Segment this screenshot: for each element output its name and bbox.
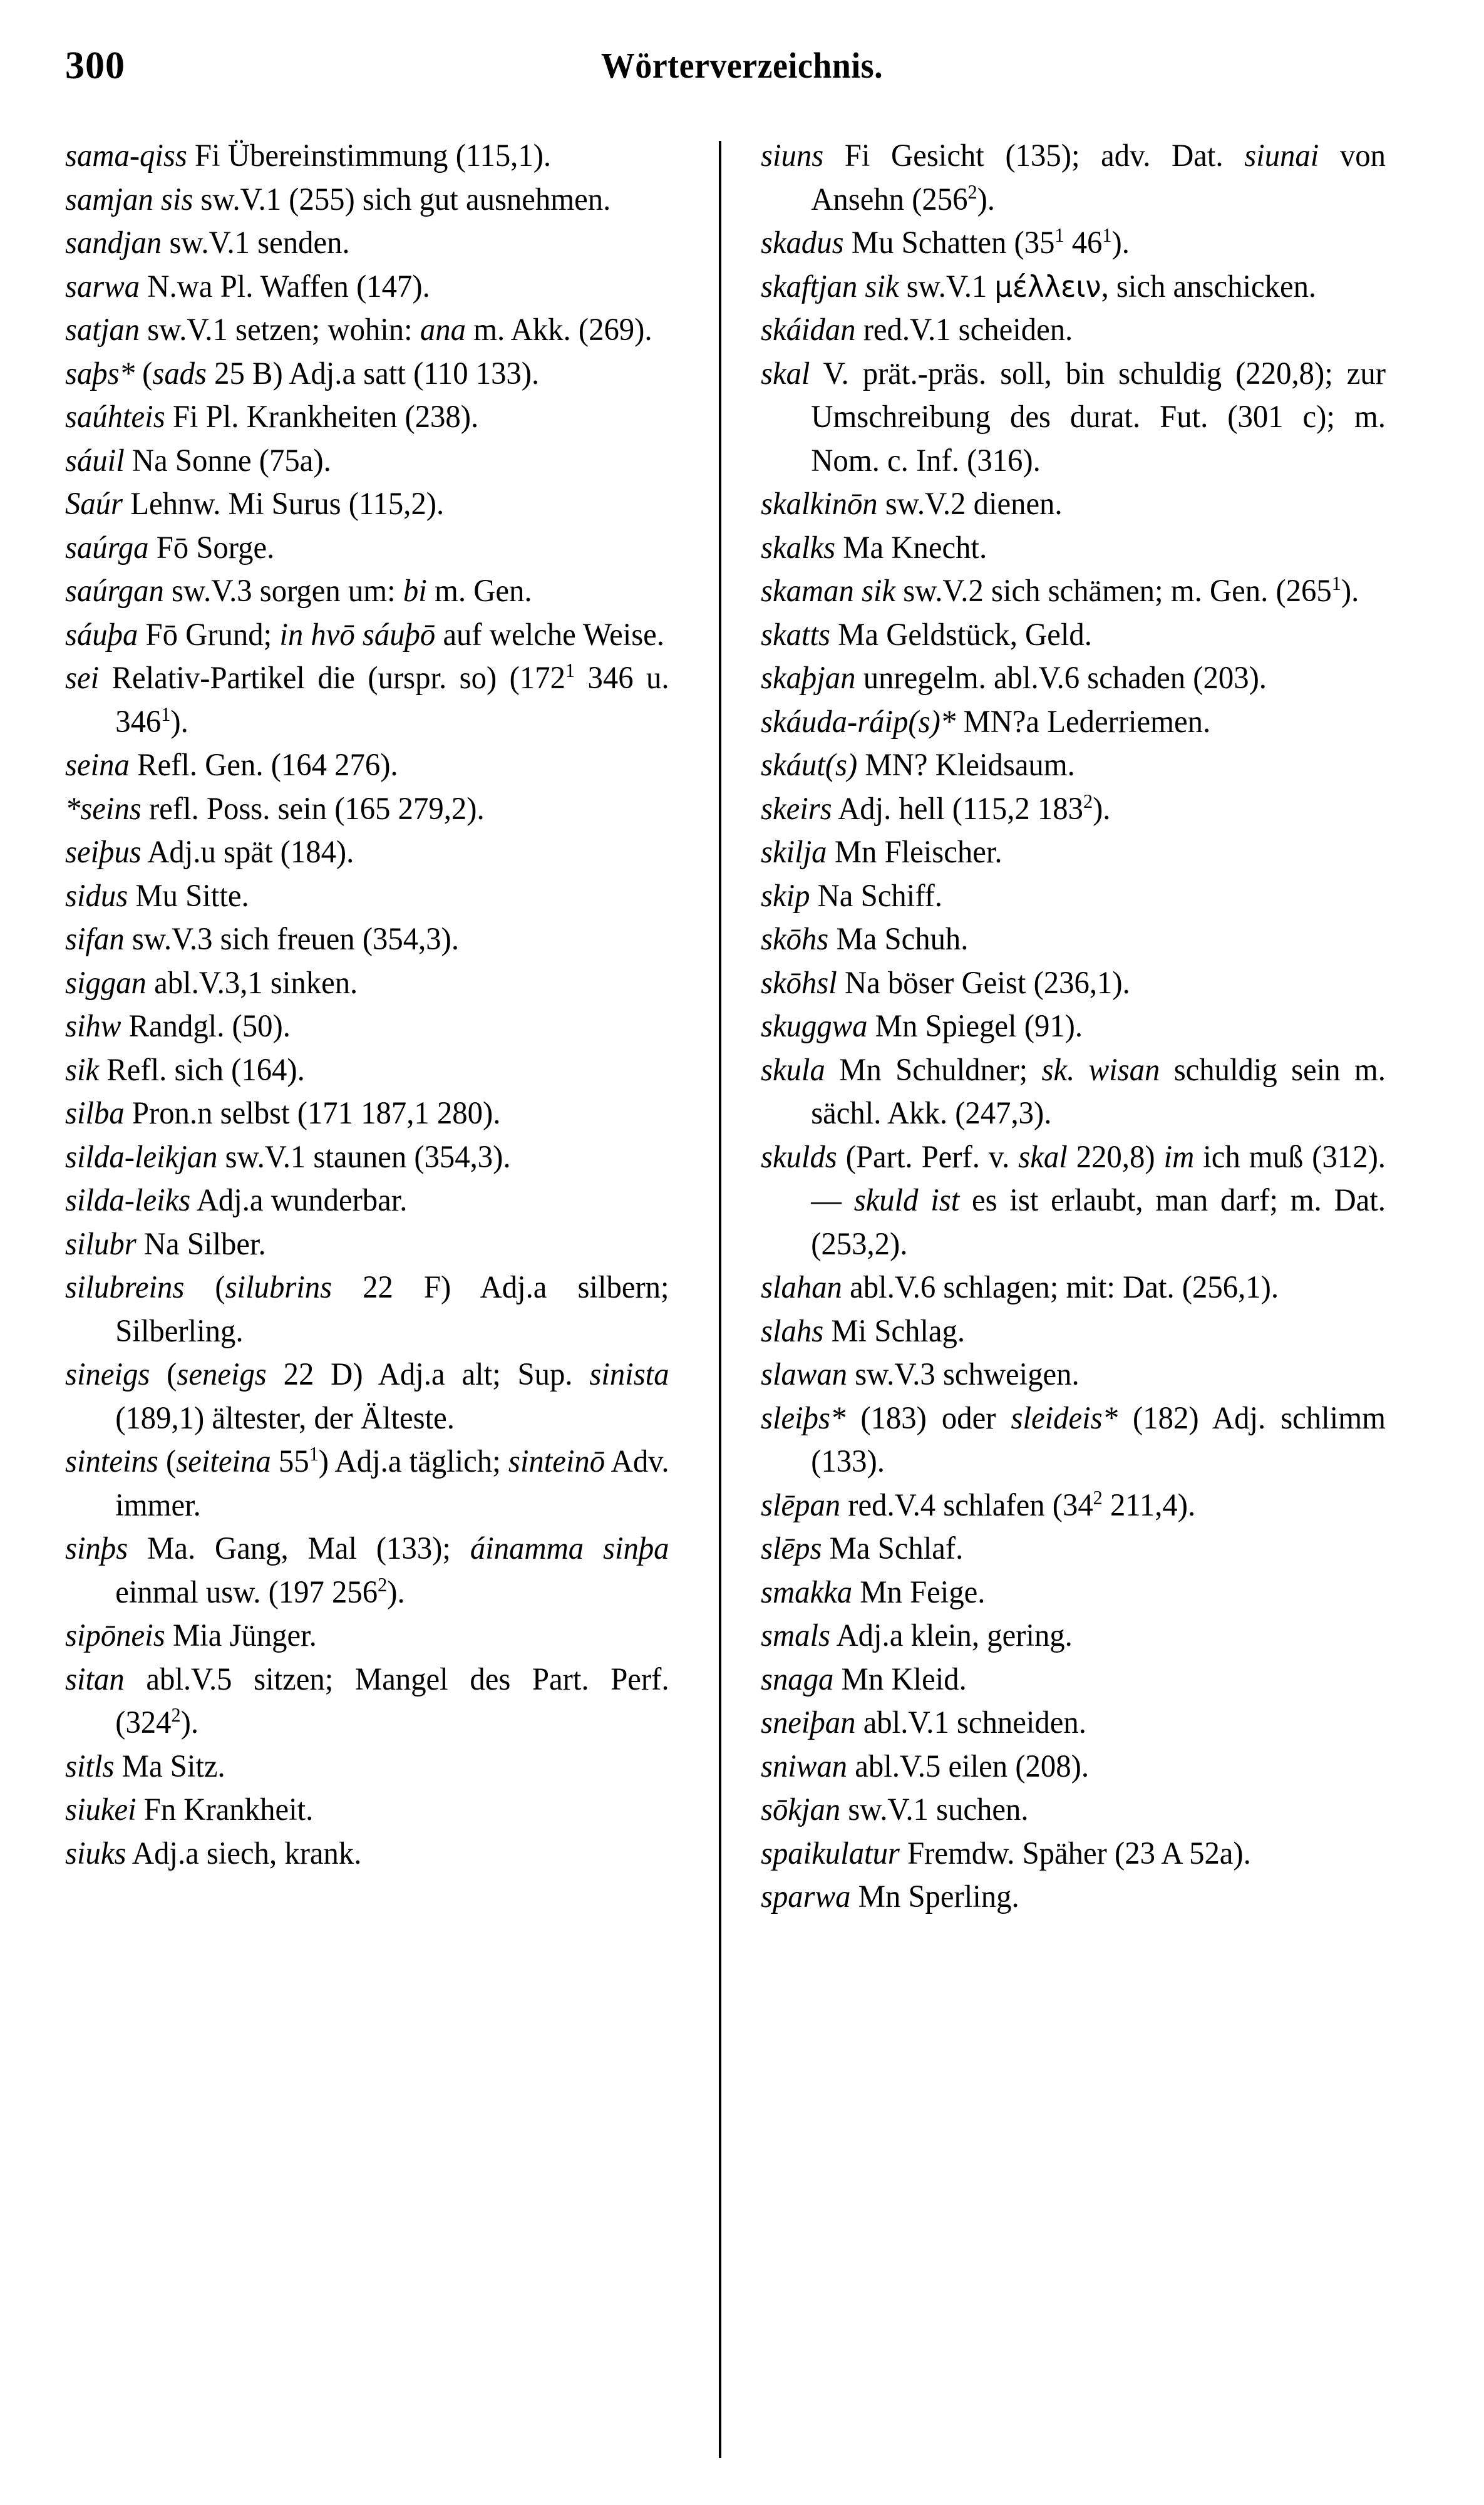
entry-definition: sw.V.1 (255) sich gut ausnehmen.: [193, 182, 611, 217]
dictionary-entry: [65, 657, 669, 744]
dictionary-entry: [65, 918, 669, 962]
entry-definition: Refl. Gen. (164 276).: [129, 748, 398, 783]
entry-definition: Ma Schlaf.: [822, 1531, 964, 1566]
entry-headword: skatts: [761, 617, 830, 653]
entry-headword: sei: [65, 661, 100, 696]
dictionary-entry: [65, 1049, 669, 1093]
entry-headword: saþs*: [65, 356, 135, 391]
entry-headword: sifan: [65, 922, 125, 957]
entry-headword: slēpan: [761, 1487, 841, 1523]
dictionary-entry: [65, 353, 669, 396]
entry-definition: (seneigs 22 D) Adj.a alt; Sup. sinista (189,1) ältester, der Älteste.: [115, 1357, 669, 1436]
entry-definition: sw.V.2 sich schämen; m. Gen. $(265^1)$.: [895, 572, 1359, 609]
entry-definition: sw.V.3 sich freuen (354,3).: [124, 922, 460, 957]
entry-headword: satjan: [65, 312, 140, 348]
entry-definition: Mn Fleischer.: [827, 835, 1002, 870]
page-title: Wörterverzeichnis.: [600, 45, 884, 86]
entry-headword: slawan: [761, 1357, 848, 1392]
dictionary-entry: [65, 875, 669, 919]
entry-headword: sipōneis: [65, 1618, 165, 1653]
dictionary-entry: [65, 788, 669, 832]
entry-headword: saúhteis: [65, 400, 165, 435]
dictionary-entry: [761, 1484, 1386, 1528]
column-divider-rule: [719, 141, 721, 2458]
running-head: [0, 38, 1484, 94]
entry-definition: N.wa Pl. Waffen (147).: [140, 269, 430, 304]
entry-headword: slahan: [761, 1270, 842, 1305]
entry-headword: sáuþa: [65, 617, 138, 653]
dictionary-entry: [65, 744, 669, 788]
entry-headword: siuks: [65, 1836, 126, 1871]
dictionary-entry: [761, 918, 1386, 962]
dictionary-entry: [65, 135, 669, 178]
dictionary-entry: [761, 831, 1386, 875]
dictionary-entry: [761, 1658, 1386, 1702]
entry-definition: sw.V.3 sorgen um: bi m. Gen.: [163, 574, 532, 609]
dictionary-entry: [761, 614, 1386, 658]
entry-headword: samjan sis: [65, 182, 193, 217]
entry-headword: skaþjan: [761, 661, 856, 696]
dictionary-entry: [761, 527, 1386, 571]
dictionary-entry: [65, 1266, 669, 1353]
entry-headword: sitan: [65, 1661, 125, 1697]
entry-headword: skáidan: [761, 312, 856, 348]
dictionary-entry: [761, 222, 1386, 266]
entry-headword: skalks: [761, 530, 836, 566]
entry-headword: sleiþs*: [761, 1400, 846, 1436]
entry-headword: spaikulatur: [761, 1836, 900, 1871]
entry-definition: Adj.a siech, krank.: [126, 1836, 362, 1871]
entry-definition: Na Sonne (75a).: [124, 443, 331, 478]
dictionary-entry: [65, 570, 669, 614]
entry-headword: sáuil: [65, 443, 125, 478]
dictionary-entry: [761, 1745, 1386, 1789]
entry-headword: skaftjan sik: [761, 269, 899, 304]
dictionary-entry: [65, 614, 669, 658]
entry-definition: (seiteina $55^1$) Adj.a täglich; sinteinō Adv. immer.: [115, 1443, 669, 1523]
entry-definition: Na Silber.: [136, 1226, 266, 1262]
entry-definition: Fō Grund; in hvō sáuþō auf welche Weise.: [138, 617, 664, 653]
entry-definition: Na Schiff.: [810, 878, 942, 914]
entry-definition: Mi Schlag.: [823, 1313, 966, 1349]
entry-headword: skadus: [761, 225, 844, 261]
entry-definition: (sads 25 B) Adj.a satt (110 133).: [134, 356, 540, 391]
entry-headword: silda-leiks: [65, 1183, 191, 1218]
entry-headword: Saúr: [65, 487, 123, 522]
entry-headword: saúrga: [65, 530, 149, 566]
entry-definition: sw.V.1 senden.: [162, 225, 350, 261]
entry-definition: Mu Schatten ($35^1$ $46^1$).: [843, 224, 1130, 261]
entry-definition: Mn Spiegel (91).: [867, 1009, 1083, 1044]
dictionary-entry: [65, 1832, 669, 1876]
dictionary-column-right: [761, 135, 1415, 1919]
entry-definition: abl.V.5 sitzen; Mangel des Part. Perf. $(324^2)$.: [115, 1661, 669, 1740]
entry-definition: Randgl. (50).: [121, 1009, 291, 1044]
dictionary-entry: [65, 831, 669, 875]
dictionary-entry: [65, 1658, 669, 1745]
entry-definition: Adj.u spät (184).: [141, 835, 354, 870]
dictionary-column-left: [65, 135, 698, 1876]
entry-headword: silubr: [65, 1226, 137, 1262]
entry-definition: Fi Gesicht (135); adv. Dat. siunai von Ansehn $(256^2)$.: [811, 138, 1386, 217]
dictionary-entry: [761, 483, 1386, 527]
entry-headword: skuggwa: [761, 1009, 868, 1044]
dictionary-entry: [761, 1049, 1386, 1136]
dictionary-entry: [761, 570, 1386, 614]
entry-headword: silba: [65, 1096, 125, 1131]
entry-headword: sitls: [65, 1748, 115, 1784]
entry-headword: sidus: [65, 878, 128, 914]
entry-definition: Ma Sitz.: [114, 1748, 225, 1784]
entry-headword: skáut(s): [761, 748, 858, 783]
entry-headword: skáuda-ráip(s)*: [761, 704, 956, 740]
dictionary-entry: [761, 266, 1386, 309]
entry-definition: red.V.1 scheiden.: [855, 312, 1073, 348]
dictionary-entry: [761, 1614, 1386, 1658]
entry-headword: slahs: [761, 1313, 824, 1349]
entry-headword: slēps: [761, 1531, 822, 1566]
entry-headword: silda-leikjan: [65, 1139, 218, 1175]
dictionary-entry: [65, 222, 669, 266]
entry-definition: Ma Geldstück, Geld.: [830, 617, 1092, 653]
entry-definition: MN?a Lederriemen.: [956, 704, 1211, 740]
entry-headword: silubreins: [65, 1270, 185, 1305]
entry-headword: seiþus: [65, 835, 142, 870]
entry-definition: sw.V.1 setzen; wohin: ana m. Akk. (269).: [140, 312, 652, 348]
dictionary-entry: [65, 483, 669, 527]
entry-headword: sama-qiss: [65, 138, 187, 173]
dictionary-entry: [761, 1310, 1386, 1354]
entry-definition: Na böser Geist (236,1).: [837, 965, 1130, 1001]
entry-headword: sōkjan: [761, 1792, 841, 1827]
dictionary-entry: [761, 1702, 1386, 1745]
dictionary-entry: [761, 1353, 1386, 1397]
entry-headword: skilja: [761, 835, 827, 870]
entry-definition: Fremdw. Späher (23 A 52a).: [899, 1836, 1251, 1871]
entry-definition: sw.V.2 dienen.: [877, 487, 1063, 522]
entry-headword: skip: [761, 878, 810, 914]
entry-definition: Ma. Gang, Mal (133); áinamma sinþa einmal usw. (197 $256^2$).: [115, 1531, 669, 1610]
dictionary-entry: [65, 1614, 669, 1658]
dictionary-entry: [761, 1397, 1386, 1484]
entry-definition: V. prät.-präs. soll, bin schuldig (220,8); zur Umschreibung des durat. Fut. (301 c); m. Nom. c. Inf. (316).: [810, 356, 1386, 478]
entry-headword: sik: [65, 1052, 100, 1088]
dictionary-entry: [65, 309, 669, 353]
dictionary-entry: [761, 657, 1386, 701]
dictionary-entry: [65, 962, 669, 1006]
dictionary-entry: [65, 1092, 669, 1136]
entry-definition: Fi Übereinstimmung (115,1).: [187, 138, 552, 173]
dictionary-entry: [65, 1440, 669, 1527]
entry-definition: sw.V.1 μέλλειν, sich anschicken.: [899, 269, 1317, 304]
dictionary-entry: [761, 962, 1386, 1006]
entry-headword: skeirs: [761, 791, 832, 827]
entry-definition: sw.V.3 schweigen.: [847, 1357, 1080, 1392]
entry-definition: Relativ-Partikel die (urspr. so) ($172^1$ 346 u. $346^1$).: [99, 659, 669, 740]
entry-definition: Fō Sorge.: [148, 530, 275, 566]
dictionary-entry: [65, 1353, 669, 1440]
dictionary-entry: [761, 1005, 1386, 1049]
entry-definition: Mn Sperling.: [850, 1879, 1019, 1914]
entry-headword: sineigs: [65, 1357, 150, 1392]
entry-definition: Mn Kleid.: [833, 1661, 967, 1697]
dictionary-entry: [761, 1527, 1386, 1571]
dictionary-entry: [761, 309, 1386, 353]
dictionary-entry: [761, 1876, 1386, 1919]
entry-headword: skalkinōn: [761, 487, 878, 522]
entry-definition: (silubrins 22 F) Adj.a silbern; Silberling.: [115, 1270, 669, 1349]
entry-headword: sinteins: [65, 1444, 158, 1479]
entry-headword: sinþs: [65, 1531, 128, 1566]
dictionary-entry: [761, 1789, 1386, 1832]
dictionary-entry: [65, 1136, 669, 1180]
dictionary-entry: [65, 1223, 669, 1267]
entry-headword: siuns: [761, 138, 824, 173]
dictionary-entry: [65, 396, 669, 440]
dictionary-entry: [65, 1179, 669, 1223]
entry-definition: abl.V.6 schlagen; mit: Dat. (256,1).: [842, 1270, 1279, 1305]
entry-definition: Mia Jünger.: [165, 1618, 317, 1653]
entry-definition: Mn Schuldner; sk. wisan schuldig sein m. sächl. Akk. (247,3).: [811, 1052, 1386, 1131]
entry-headword: sihw: [65, 1009, 121, 1044]
entry-headword: sneiþan: [761, 1705, 856, 1740]
entry-definition: sw.V.1 staunen (354,3).: [217, 1139, 511, 1175]
entry-definition: Refl. sich (164).: [99, 1052, 305, 1088]
entry-headword: siukei: [65, 1792, 137, 1827]
dictionary-entry: [65, 1789, 669, 1832]
entry-definition: unregelm. abl.V.6 schaden (203).: [855, 661, 1267, 696]
entry-headword: sandjan: [65, 225, 162, 261]
entry-definition: Lehnw. Mi Surus (115,2).: [123, 487, 445, 522]
dictionary-entry: [65, 1005, 669, 1049]
entry-headword: seina: [65, 748, 130, 783]
entry-definition: Ma Knecht.: [835, 530, 987, 566]
dictionary-entry: [761, 788, 1386, 832]
entry-headword: saúrgan: [65, 574, 164, 609]
entry-headword: skal: [761, 356, 810, 391]
dictionary-entry: [65, 440, 669, 483]
dictionary-entry: [65, 1745, 669, 1789]
dictionary-entry: [761, 353, 1386, 483]
entry-definition: MN? Kleidsaum.: [857, 748, 1075, 783]
entry-definition: Adj.a klein, gering.: [830, 1618, 1073, 1653]
entry-definition: sw.V.1 suchen.: [840, 1792, 1029, 1827]
entry-definition: Mu Sitte.: [128, 878, 249, 914]
entry-headword: siggan: [65, 965, 147, 1001]
dictionary-entry: [761, 701, 1386, 745]
entry-definition: abl.V.1 schneiden.: [855, 1705, 1086, 1740]
entry-headword: smakka: [761, 1574, 853, 1610]
entry-definition: Pron.n selbst (171 187,1 280).: [124, 1096, 501, 1131]
entry-headword: *seins: [65, 791, 142, 827]
dictionary-entry: [65, 527, 669, 571]
dictionary-entry: [761, 1571, 1386, 1615]
entry-definition: (183) oder sleideis* (182) Adj. schlimm (133).: [811, 1400, 1386, 1479]
entry-headword: smals: [761, 1618, 830, 1653]
dictionary-entry: [761, 875, 1386, 919]
entry-definition: Ma Schuh.: [828, 922, 969, 957]
entry-headword: sniwan: [761, 1748, 848, 1784]
dictionary-entry: [761, 744, 1386, 788]
dictionary-entry: [65, 266, 669, 309]
entry-definition: red.V.4 schlafen ($34^2$ 211,4).: [840, 1486, 1196, 1523]
entry-headword: sparwa: [761, 1879, 851, 1914]
entry-headword: sarwa: [65, 269, 140, 304]
entry-headword: skula: [761, 1052, 825, 1088]
entry-definition: Mn Feige.: [852, 1574, 986, 1610]
dictionary-entry: [761, 1136, 1386, 1267]
entry-definition: Fi Pl. Krankheiten (238).: [165, 400, 479, 435]
dictionary-entry: [65, 1527, 669, 1614]
entry-definition: Fn Krankheit.: [136, 1792, 314, 1827]
entry-definition: refl. Poss. sein (165 279,2).: [141, 791, 485, 827]
dictionary-entry: [65, 178, 669, 222]
entry-headword: skōhs: [761, 922, 829, 957]
entry-headword: skaman sik: [761, 574, 896, 609]
entry-headword: snaga: [761, 1661, 834, 1697]
entry-definition: abl.V.5 eilen (208).: [847, 1748, 1089, 1784]
entry-definition: abl.V.3,1 sinken.: [146, 965, 358, 1001]
dictionary-entry: [761, 1266, 1386, 1310]
entry-headword: skōhsl: [761, 965, 837, 1001]
entry-definition: Adj. hell (115,2 $183^2$).: [832, 790, 1111, 827]
entry-headword: skulds: [761, 1139, 837, 1175]
dictionary-entry: [761, 1832, 1386, 1876]
entry-definition: (Part. Perf. v. skal 220,8) im ich muß (312). — skuld ist es ist erlaubt, man darf; m. Dat. (253,2).: [811, 1139, 1386, 1262]
entry-definition: Adj.a wunderbar.: [190, 1183, 408, 1218]
dictionary-entry: [761, 135, 1386, 222]
page-number: 300: [65, 44, 125, 87]
